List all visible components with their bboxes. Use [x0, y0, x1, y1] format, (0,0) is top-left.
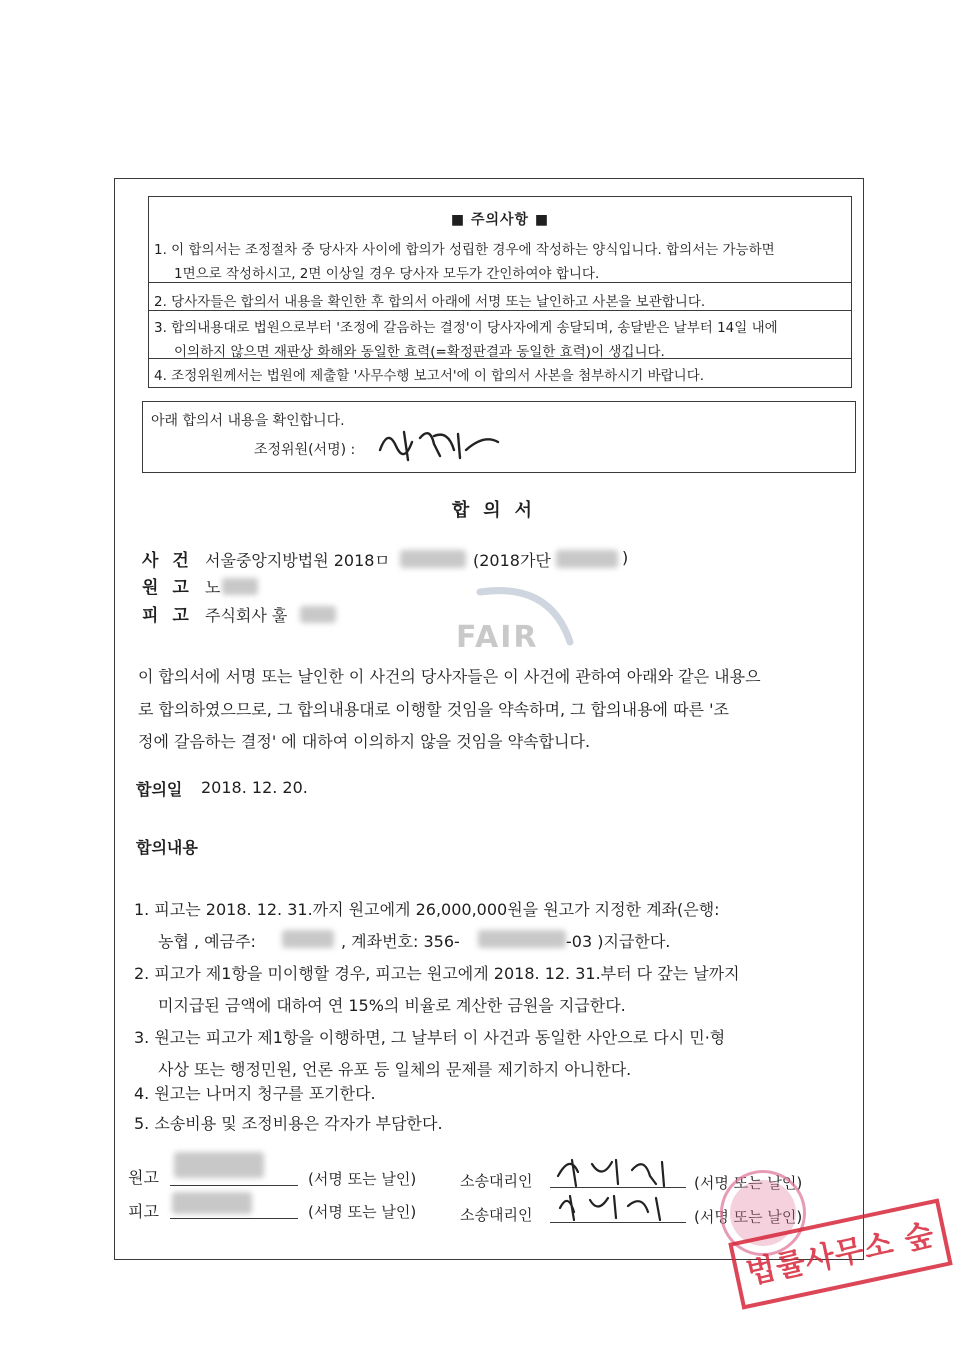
- notice-item-4: 4. 조정위원께서는 법원에 제출할 '사무수행 보고서'에 이 합의서 사본을 첨부하시기 바랍니다.: [154, 368, 705, 384]
- notice-item-2: 2. 당사자들은 합의서 내용을 확인한 후 합의서 아래에 서명 또는 날인하고 사본을 보관합니다.: [154, 294, 706, 310]
- agent-signature-plaintiff: [552, 1150, 684, 1190]
- term-4: 4. 원고는 나머지 청구를 포기한다.: [134, 1084, 376, 1103]
- mediator-signature: [374, 420, 504, 466]
- agreement-date-value: 2018. 12. 20.: [201, 778, 308, 797]
- defendant-value: 주식회사 훌: [205, 606, 288, 625]
- signature-line: [170, 1218, 298, 1219]
- case-value-close: ): [622, 548, 629, 567]
- redacted-defendant-signature: [172, 1192, 252, 1214]
- notice-item-1-cont: 1면으로 작성하시고, 2면 이상일 경우 당사자 모두가 간인하여야 합니다.: [174, 266, 600, 282]
- sign-party-plaintiff: 원고: [128, 1168, 159, 1187]
- signature-line: [550, 1222, 686, 1223]
- redacted-plaintiff-signature: [174, 1152, 264, 1178]
- agreement-date-label: 합의일: [136, 780, 183, 799]
- intro-line-2: 로 합의하였으므로, 그 합의내용대로 이행할 것임을 약속하며, 그 합의내용에 따른 '조: [138, 700, 729, 719]
- term-1-end: -03 )지급한다.: [566, 932, 671, 951]
- notice-divider: [148, 310, 852, 311]
- defendant-label: 피고: [142, 606, 203, 626]
- document-title: 합의서: [451, 500, 547, 521]
- redacted-case-number: [400, 550, 466, 568]
- sign-note-defendant: (서명 또는 날인): [308, 1203, 417, 1221]
- case-value-sub: (2018가단: [473, 551, 551, 570]
- case-label: 사건: [142, 551, 203, 571]
- notice-item-3-cont: 이의하지 않으면 재판상 화해와 동일한 효력(=확정판결과 동일한 효력)이 생깁니다.: [174, 344, 665, 360]
- term-5: 5. 소송비용 및 조정비용은 각자가 부담한다.: [134, 1114, 443, 1133]
- redacted-plaintiff-name: [222, 578, 258, 595]
- agent-signature-defendant: [552, 1188, 684, 1224]
- mediator-sign-label: 조정위원(서명) :: [254, 442, 356, 458]
- plaintiff-value: 노: [205, 578, 221, 597]
- term-1-bank: 농협 , 예금주:: [158, 932, 256, 951]
- redacted-defendant-name: [300, 606, 336, 623]
- watermark-text: FAIR: [456, 620, 539, 655]
- redacted-case-sub-number: [556, 550, 618, 568]
- agent-note-defendant: (서명 또는 날인): [694, 1208, 803, 1226]
- sign-party-defendant: 피고: [128, 1202, 159, 1221]
- term-3-cont: 사상 또는 행정민원, 언론 유포 등 일체의 문제를 제기하지 아니한다.: [158, 1060, 632, 1079]
- confirm-line: 아래 합의서 내용을 확인합니다.: [151, 413, 345, 429]
- term-2: 2. 피고가 제1항을 미이행할 경우, 피고는 원고에게 2018. 12. 31.부터 다 갚는 날까지: [134, 964, 740, 983]
- agent-note-plaintiff: (서명 또는 날인): [694, 1174, 803, 1192]
- notice-divider: [148, 282, 852, 283]
- sign-note-plaintiff: (서명 또는 날인): [308, 1170, 417, 1188]
- agent-label-defendant: 소송대리인: [460, 1206, 533, 1224]
- term-3: 3. 원고는 피고가 제1항을 이행하면, 그 날부터 이 사건과 동일한 사안으로 다시 민·형: [134, 1028, 726, 1047]
- notice-item-3: 3. 합의내용대로 법원으로부터 '조정에 갈음하는 결정'이 당사자에게 송달되며, 송달받은 날부터 14일 내에: [154, 320, 778, 336]
- law-firm-stamp: 법률사무소 숲: [728, 1198, 952, 1309]
- intro-line-3: 정에 갈음하는 결정' 에 대하여 이의하지 않을 것임을 약속합니다.: [138, 732, 591, 751]
- agreement-content-label: 합의내용: [136, 838, 198, 857]
- term-1: 1. 피고는 2018. 12. 31.까지 원고에게 26,000,000원을 원고가 지정한 계좌(은행:: [134, 900, 720, 919]
- intro-line-1: 이 합의서에 서명 또는 날인한 이 사건의 당사자들은 이 사건에 관하여 아래와 같은 내용으: [138, 667, 761, 686]
- notice-title: ■ 주의사항 ■: [450, 212, 550, 228]
- redacted-account-holder: [282, 930, 334, 948]
- agent-label-plaintiff: 소송대리인: [460, 1172, 533, 1190]
- case-value: 서울중앙지방법원 2018ㅁ: [205, 551, 390, 570]
- plaintiff-label: 원고: [142, 578, 203, 598]
- term-2-cont: 미지급된 금액에 대하여 연 15%의 비율로 계산한 금원을 지급한다.: [158, 996, 626, 1015]
- term-1-account: , 계좌번호: 356-: [341, 932, 460, 951]
- notice-item-1: 1. 이 합의서는 조정절차 중 당사자 사이에 합의가 성립한 경우에 작성하는 양식입니다. 합의서는 가능하면: [154, 242, 775, 258]
- notice-divider: [148, 358, 852, 359]
- signature-line: [170, 1185, 298, 1186]
- redacted-account-number: [478, 930, 566, 948]
